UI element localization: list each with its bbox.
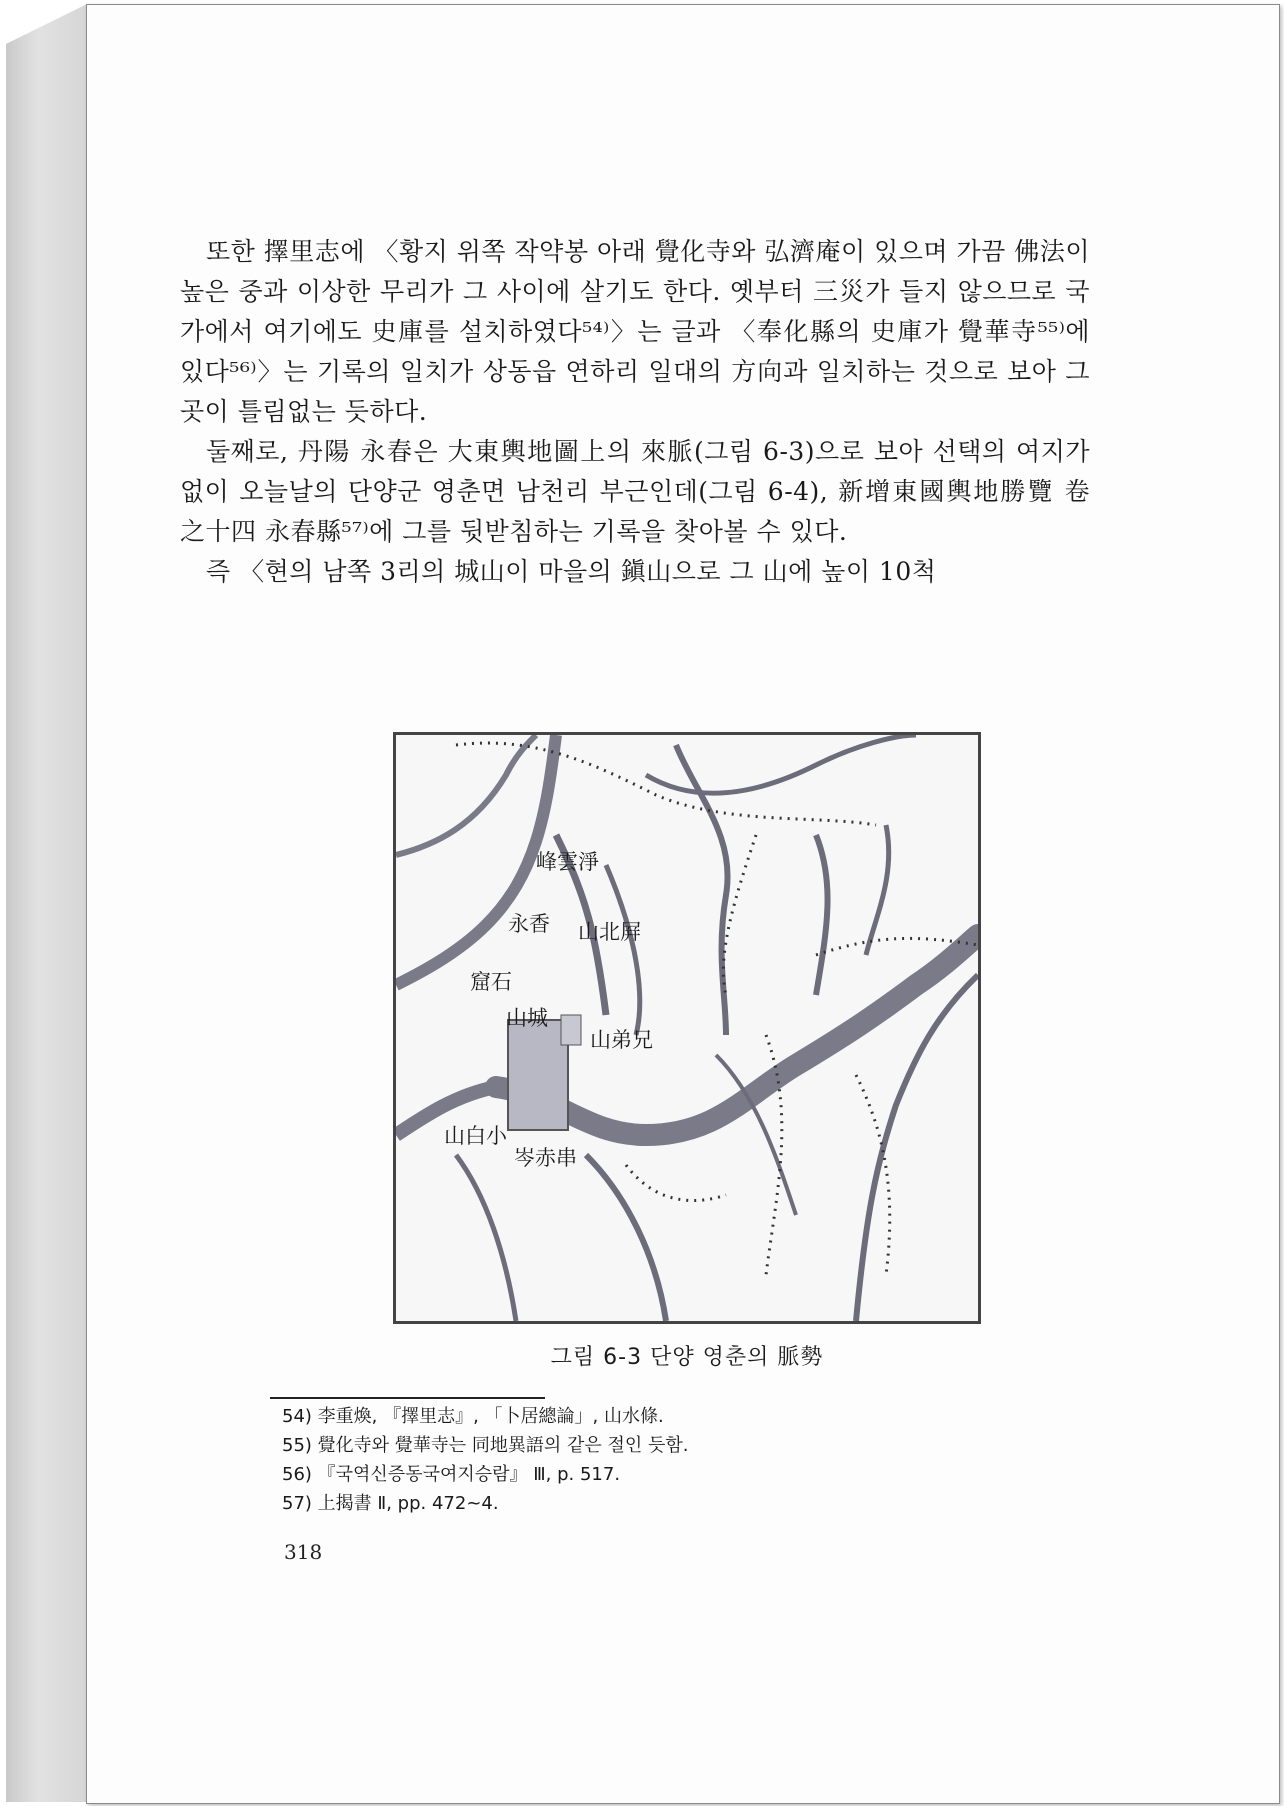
upper-left-ridge (396, 735, 536, 855)
map-label-sanbuk: 山北屛 (578, 920, 641, 944)
map-illustration (396, 735, 978, 1321)
map-label-sanje: 山弟兄 (590, 1028, 653, 1052)
footnote-56: 56) 『국역신증동국여지승람』 Ⅲ, p. 517. (282, 1464, 621, 1485)
footnote-54: 54) 李重煥, 『擇里志』, 「卜居總論」, 山水條. (282, 1406, 664, 1427)
map-label-yeonghyang: 永香 (508, 912, 550, 936)
footnote-55: 55) 覺化寺와 覺華寺는 同地異語의 같은 절인 듯함. (282, 1435, 689, 1456)
map-label-sanseong: 山城 (506, 1006, 548, 1030)
map-label-bongun: 峰雲淨 (536, 850, 599, 874)
footnote-57: 57) 上揭書 Ⅱ, pp. 472~4. (282, 1493, 499, 1514)
body-text (180, 232, 1090, 592)
footnote-rule (270, 1397, 545, 1399)
book-spine (6, 4, 87, 1802)
paragraph-2: 둘째로, 丹陽 永春은 大東輿地圖上의 來脈(그림 6-3)으로 보아 선택의 여지가 없이 오늘날의 단양군 영춘면 남천리 부근인데(그림 6-4), 新增東國輿地勝覽 卷之十四 永春縣⁵⁷⁾에 그를 뒷받침하는 기록을 찾아볼 수 있다. (180, 437, 1090, 546)
figure-caption: 그림 6-3 단양 영춘의 脈勢 (550, 1345, 824, 1370)
left-river (396, 735, 556, 985)
map-label-sobaeksan: 山白小 (444, 1124, 507, 1148)
castle-area (508, 1020, 568, 1130)
map-label-jeokcham: 岑赤串 (514, 1146, 577, 1170)
map-label-gulseok: 窟石 (470, 970, 512, 994)
page-number: 318 (284, 1540, 323, 1564)
paragraph-3: 즉 〈현의 남쪽 3리의 城山이 마을의 鎭山으로 그 山에 높이 10척 (206, 557, 937, 586)
castle-area-2 (561, 1015, 581, 1045)
paragraph-1: 또한 擇里志에 〈황지 위쪽 작약봉 아래 覺化寺와 弘濟庵이 있으며 가끔 佛法이 높은 중과 이상한 무리가 그 사이에 살기도 한다. 옛부터 三災가 들지 않으므로 국가에서 여기에도 史庫를 설치하였다⁵⁴⁾〉는 글과 〈奉化縣의 史庫가 覺華寺⁵⁵⁾에 있다⁵⁶⁾〉는 기록의 일치가 상동읍 연하리 일대의 方向과 일치하는 것으로 보아 그곳이 틀림없는 듯하다. (180, 237, 1090, 426)
map-figure (393, 732, 981, 1324)
footnotes (282, 1402, 1062, 1518)
